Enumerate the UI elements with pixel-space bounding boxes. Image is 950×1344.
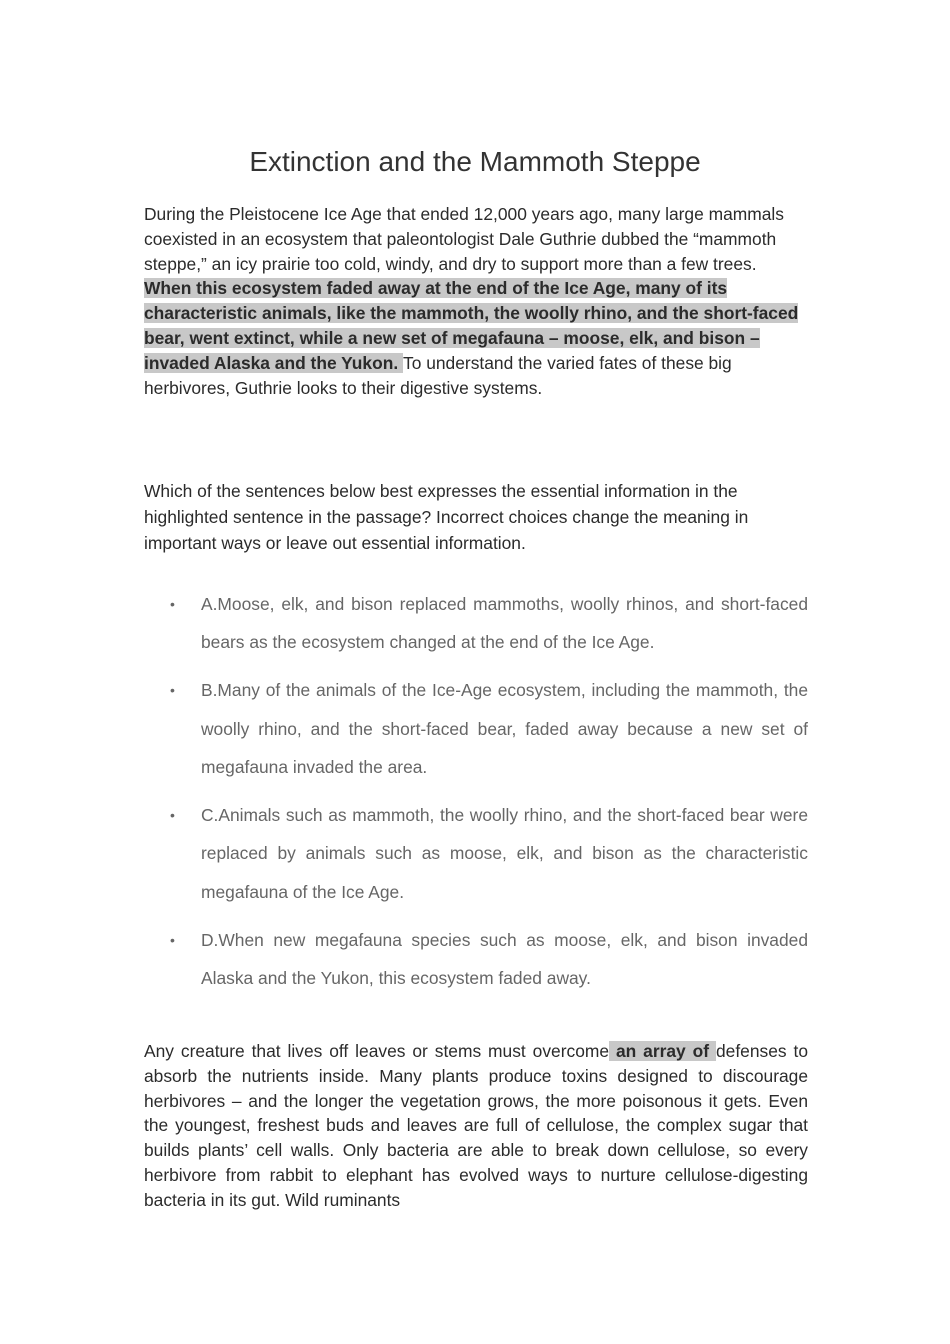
passage2-text-after: defenses to absorb the nutrients inside. Many plants produce toxins designed to discourage herbivores – and the longer the vegetation grows, the more poisonous it gets. Even the youngest, freshest buds and leaves are full of cellulose, the complex sugar that builds plants’ cell walls. Only bacteria are able to break down cellulose, so every herbivore from rabbit to elephant has evolved ways to nurture cellulose-digesting bacteria in its gut. Wild ruminants: [144, 1041, 808, 1210]
choice-b-text: B.Many of the animals of the Ice-Age ecosystem, including the mammoth, the woolly rhino, and the short-faced bear, faded away because a new set of megafauna invaded the area.: [201, 680, 808, 778]
question-prompt: Which of the sentences below best expresses the essential information in the highlighted sentence in the passage? Incorrect choices change the meaning in important ways or leave out essential information.: [144, 481, 749, 554]
passage-paragraph-2: [144, 1039, 808, 1213]
page-title: Extinction and the Mammoth Steppe: [249, 146, 701, 177]
passage-paragraph: [144, 202, 808, 400]
bullet-icon: •: [170, 931, 175, 948]
choice-d-text: D.When new megafauna species such as moose, elk, and bison invaded Alaska and the Yukon, this ecosystem faded away.: [201, 929, 808, 989]
bullet-icon: •: [170, 807, 175, 824]
bullet-icon: •: [170, 596, 175, 612]
passage-text-after: To understand the varied fates of these big herbivores, Guthrie looks to their digestive systems.: [144, 352, 732, 398]
bullet-icon: •: [170, 682, 175, 699]
answer-choices-list: [144, 585, 808, 1007]
choice-d[interactable]: [144, 921, 808, 998]
passage2-text-before: Any creature that lives off leaves or stems must overcome: [144, 1041, 610, 1061]
choice-c-text: C.Animals such as mammoth, the woolly rhino, and the short-faced bear were replaced by animals such as moose, elk, and bison as the characteristic megafauna of the Ice Age.: [201, 805, 808, 902]
highlighted-phrase: an array of: [609, 1041, 716, 1061]
choice-b[interactable]: [144, 671, 808, 786]
choice-c[interactable]: [144, 796, 808, 911]
highlighted-sentence: When this ecosystem faded away at the end of the Ice Age, many of its characteristic animals, like the mammoth, the woolly rhino, and the short-faced bear, went extinct, while a new set of megafauna – moose, elk, and bison – invaded Alaska and the Yukon.: [144, 278, 799, 373]
choice-a[interactable]: [144, 585, 808, 662]
passage-text-before: During the Pleistocene Ice Age that ended 12,000 years ago, many large mammals coexisted in an ecosystem that paleontologist Dale Guthrie dubbed the “mammoth steppe,” an icy prairie too cold, windy, and dry to support more than a few trees.: [144, 204, 784, 274]
choice-a-text: A.Moose, elk, and bison replaced mammoths, woolly rhinos, and short-faced bears as the ecosystem changed at the end of the Ice Age.: [201, 594, 808, 653]
